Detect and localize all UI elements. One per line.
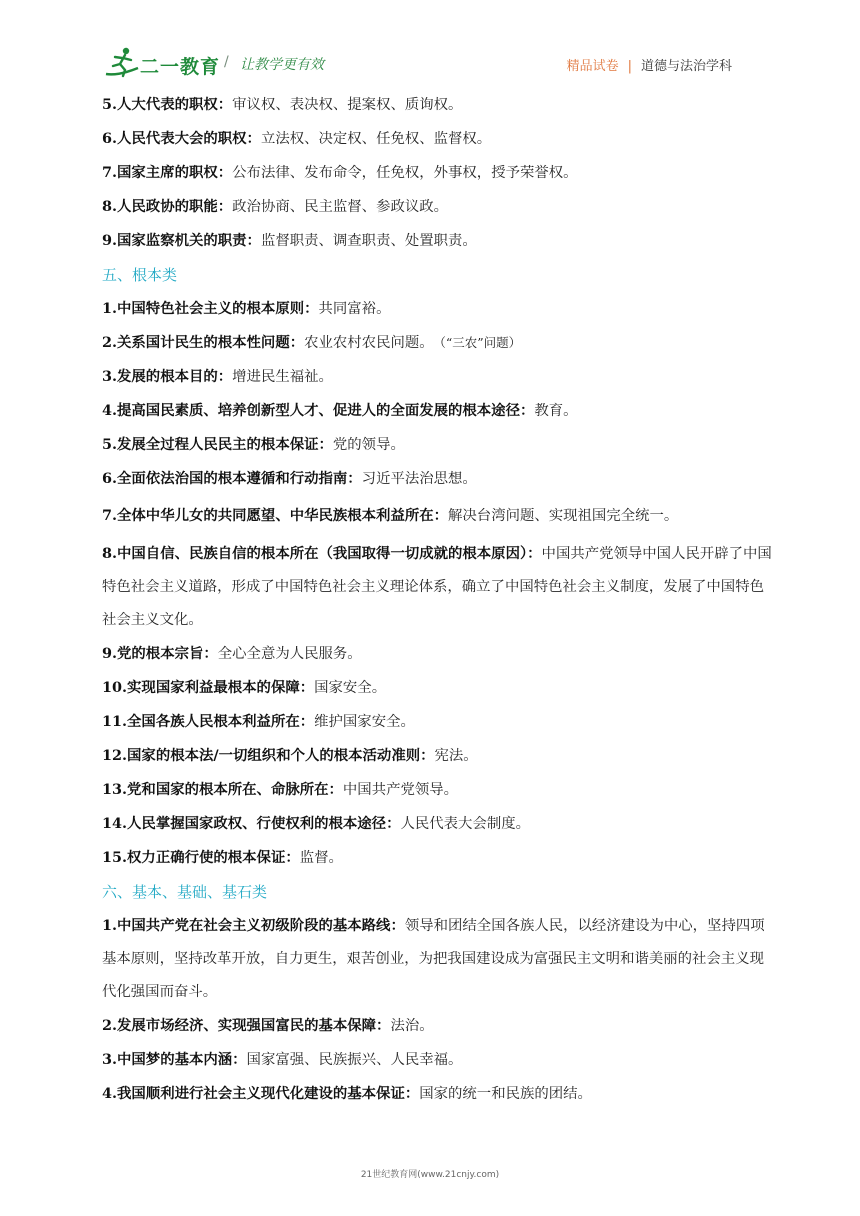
slogan: 让教学更有效 [240,57,324,73]
section-heading-fundamental: 五、根本类 [102,266,178,284]
list-item [102,360,772,394]
item-key: 9.国家监察机关的职责： [102,232,261,249]
item-key: 5.人大代表的职权： [102,96,233,113]
list-item [102,1009,772,1043]
item-key: 5.发展全过程人民民主的根本保证： [102,436,333,453]
page-header [0,0,860,88]
item-value: 解决台湾问题、实现祖国完全统一。 [448,508,679,524]
list-item [102,292,772,326]
item-value: 法治。 [390,1018,434,1034]
item-value: 公布法律、发布命令，任免权，外事权，授予荣誉权。 [232,165,578,181]
slogan-separator: / [224,54,229,70]
item-value: 立法权、决定权、任免权、监督权。 [260,131,492,147]
list-item-basic-1 [102,909,772,1009]
item-key: 12.国家的根本法/一切组织和个人的根本活动准则： [102,747,435,764]
list-item [102,1043,772,1077]
tag-separator: | [627,59,632,74]
list-item-7 [102,496,772,533]
list-item [102,462,772,496]
list-item [102,705,772,739]
item-key: 2.关系国计民生的根本性问题： [102,334,305,351]
item-value: 习近平法治思想。 [361,471,477,487]
tag-quality-paper: 精品试卷 [566,59,619,74]
item-key: 4.我国顺利进行社会主义现代化建设的基本保证： [102,1085,420,1102]
item-value: 人民代表大会制度。 [400,816,530,832]
item-value: 监督。 [299,850,343,866]
item-key: 13.党和国家的根本所在、命脉所在： [102,781,343,798]
item-key: 2.发展市场经济、实现强国富民的基本保障： [102,1017,391,1034]
item-key: 3.发展的根本目的： [102,368,233,385]
item-key: 3.中国梦的基本内涵： [102,1051,247,1068]
list-item [102,1077,772,1111]
logo-text: 二一教育 [140,56,221,78]
list-item [102,394,772,428]
item-key: 11.全国各族人民根本利益所在： [102,713,315,730]
item-key: 6.人民代表大会的职权： [102,130,261,147]
item-key: 8.中国自信、民族自信的根本所在（我国取得一切成就的根本原因）： [102,545,542,562]
item-value: 中国共产党领导。 [342,782,459,798]
basic-list [102,1009,772,1111]
item-value: 领导和团结全国各族人民，以经济建设为中心，坚持四项基本原则，坚持改革开放，自力更生，艰苦创业，为把我国建设成为富强民主文明和谐美丽的社会主义现代化强国而奋斗。 [102,918,765,1000]
fundamental-list-part1 [102,292,772,496]
logo [104,46,234,80]
item-key: 6.全面依法治国的根本遵循和行动指南： [102,470,362,487]
list-item [102,428,772,462]
list-item [102,326,772,360]
list-item [102,190,772,224]
list-item [102,156,772,190]
list-item [102,88,772,122]
item-key: 1.中国共产党在社会主义初级阶段的基本路线： [102,917,405,934]
list-item [102,739,772,773]
item-key: 8.人民政协的职能： [102,198,233,215]
footer-source: 21世纪教育网(www.21cnjy.com) [360,1170,500,1180]
item-value: 政治协商、民主监督、参政议政。 [232,199,449,215]
item-key: 4.提高国民素质、培养创新型人才、促进人的全面发展的根本途径： [102,402,535,419]
item-value: 教育。 [534,403,578,419]
item-key: 9.党的根本宗旨： [102,645,218,662]
header-tags [567,55,732,74]
item-value: 宪法。 [434,748,478,764]
item-value: 全心全意为人民服务。 [217,646,362,662]
powers-list [102,88,772,258]
item-value: 增进民生福祉。 [232,369,333,385]
item-value: 审议权、表决权、提案权、质询权。 [232,97,463,113]
list-item [102,224,772,258]
item-value: 国家的统一和民族的团结。 [419,1086,592,1102]
list-item [102,773,772,807]
fundamental-list-part2 [102,637,772,875]
item-value: 国家富强、民族振兴、人民幸福。 [246,1052,463,1068]
tag-subject: 道德与法治学科 [640,59,732,74]
item-value: 共同富裕。 [318,301,391,317]
item-value: 国家安全。 [314,680,387,696]
item-key: 7.全体中华儿女的共同愿望、中华民族根本利益所在： [102,507,449,524]
item-key: 15.权力正确行使的根本保证： [102,849,300,866]
list-item [102,637,772,671]
item-key: 1.中国特色社会主义的根本原则： [102,300,319,317]
item-key: 7.国家主席的职权： [102,164,233,181]
runner-logo-icon [104,46,144,80]
document-body [102,88,772,1111]
list-item [102,841,772,875]
item-value: 维护国家安全。 [314,714,415,730]
item-value: 监督职责、调查职责、处置职责。 [260,233,477,249]
list-item [102,671,772,705]
list-item-8 [102,533,772,637]
item-value: 农业农村农民问题。 [304,335,434,351]
section-heading-basic: 六、基本、基础、基石类 [102,883,268,901]
item-key: 14.人民掌握国家政权、行使权利的根本途径： [102,815,401,832]
item-note: （“三农”问题） [439,335,522,350]
item-value: 党的领导。 [332,437,405,453]
item-value: 中国共产党领导中国人民开辟了中国特色社会主义道路，形成了中国特色社会主义理论体系，确立了中国特色社会主义制度，发展了中国特色社会主义文化。 [102,546,772,628]
list-item [102,807,772,841]
item-key: 10.实现国家利益最根本的保障： [102,679,315,696]
list-item [102,122,772,156]
